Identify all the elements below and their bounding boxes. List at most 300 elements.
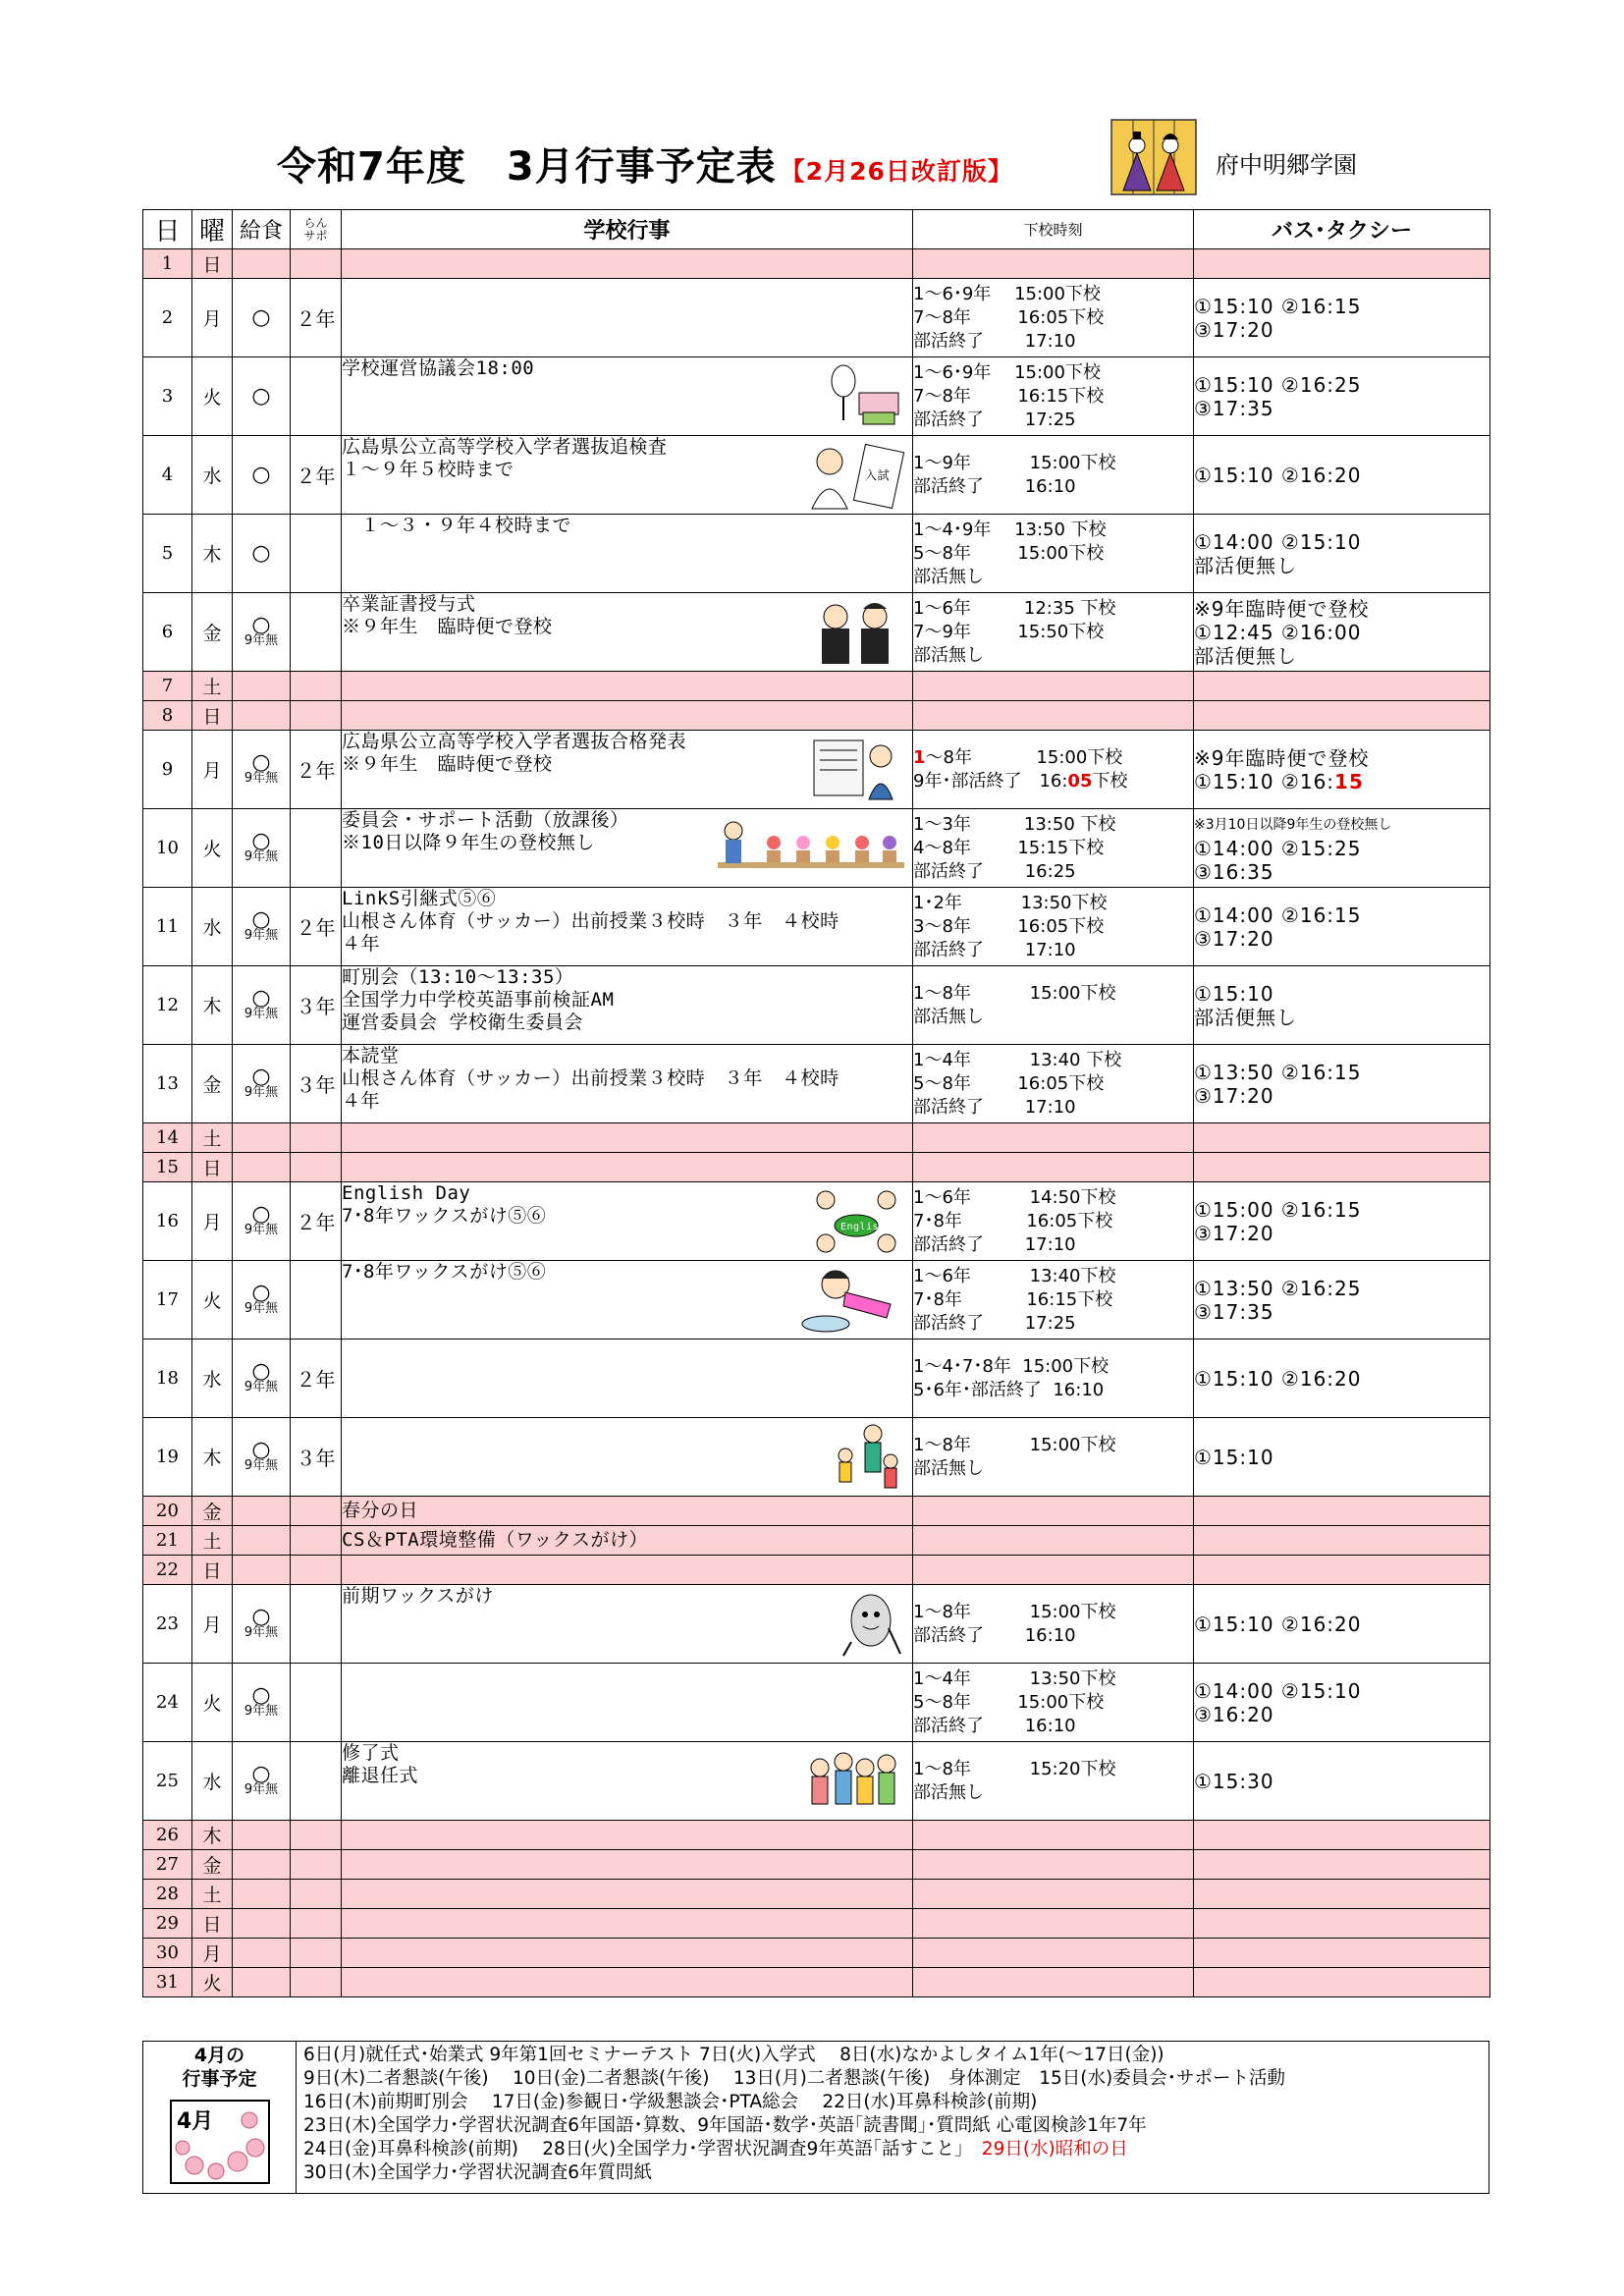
events-cell (342, 515, 913, 593)
events-cell (342, 701, 913, 731)
dismissal-cell (913, 436, 1194, 515)
col-ransapo: らん サポ (291, 210, 342, 249)
dismissal-line: 部活無し (913, 1006, 984, 1027)
bus-cell (1194, 1664, 1490, 1742)
ransapo-cell (291, 1153, 342, 1182)
lunch-cell (233, 1742, 291, 1821)
lunch-cell (233, 1045, 291, 1123)
lunch-note: 9年無 (244, 1625, 279, 1640)
events-cell (342, 593, 913, 672)
events-cell (342, 1123, 913, 1153)
dismissal-line: 部活終了 17:10 (913, 330, 1076, 352)
bus-line: ①14:00 ②15:10 (1194, 1678, 1362, 1703)
dismissal-line: 部活無し (913, 566, 984, 587)
dismissal-line: 部活終了 17:10 (913, 939, 1076, 960)
bus-cell (1194, 1742, 1490, 1821)
bus-line: ③16:20 (1194, 1702, 1274, 1726)
day-of-week: 土 (192, 672, 233, 701)
bus-line: ①14:00 ②15:25 (1194, 836, 1362, 860)
day-number: 3 (143, 357, 192, 436)
day-of-week: 金 (192, 1045, 233, 1123)
schedule-row (143, 701, 1490, 731)
day-number: 13 (143, 1045, 192, 1123)
lunch-cell (233, 1182, 291, 1261)
bus-line: ①15:30 (1194, 1769, 1274, 1793)
day-of-week: 火 (192, 1664, 233, 1742)
schedule-row (143, 1880, 1490, 1909)
schedule-row (143, 966, 1490, 1045)
ransapo-cell (291, 1880, 342, 1909)
april-line: 24日(金)耳鼻科検診(前期) 28日(火)全国学力･学習状況調査9年英語｢話すこと｣ 29日(水)昭和の日 (303, 2139, 1128, 2159)
school-name: 府中明郷学園 (1216, 151, 1357, 179)
events-cell (342, 1585, 913, 1664)
bus-line: ①15:10 ②16:20 (1194, 1612, 1362, 1636)
schedule-row (143, 249, 1490, 279)
april-events-list (303, 2044, 1485, 2185)
lunch-cell (233, 1939, 291, 1968)
bus-line: ③17:20 (1194, 1221, 1274, 1245)
bus-line: ③17:20 (1194, 926, 1274, 951)
dismissal-cell (913, 1585, 1194, 1664)
dismissal-line: 1～8年 15:00下校 (913, 1434, 1116, 1455)
day-of-week: 水 (192, 436, 233, 515)
dismissal-cell (913, 731, 1194, 809)
day-number: 27 (143, 1850, 192, 1880)
day-number: 15 (143, 1153, 192, 1182)
bus-cell (1194, 1526, 1490, 1556)
event-illustration (806, 597, 904, 672)
bus-cell (1194, 701, 1490, 731)
day-of-week: 月 (192, 731, 233, 809)
day-of-week: 水 (192, 888, 233, 966)
event-line: 山根さん体育（サッカー）出前授業３校時 ３年 ４校時 (342, 910, 839, 932)
col-lunch: 給食 (233, 210, 291, 249)
bus-cell (1194, 1821, 1490, 1850)
lunch-cell (233, 249, 291, 279)
lunch-note: 9年無 (244, 1782, 279, 1797)
dismissal-line: 1～6･9年 15:00下校 (913, 283, 1101, 304)
lunch-mark: ○ (251, 1202, 271, 1227)
bus-line: ①13:50 ②16:25 (1194, 1276, 1362, 1300)
bus-line: ③17:35 (1194, 1299, 1274, 1324)
dismissal-line: 部活終了 16:10 (913, 1715, 1076, 1736)
day-of-week: 木 (192, 1418, 233, 1497)
dismissal-cell (913, 357, 1194, 436)
day-number: 28 (143, 1880, 192, 1909)
bus-cell (1194, 1968, 1490, 1997)
bus-line: ③17:20 (1194, 1083, 1274, 1108)
bus-cell (1194, 279, 1490, 357)
april-line: 6日(月)就任式･始業式 9年第1回セミナーテスト 7日(火)入学式 8日(水)なかよしタイム1年(～17日(金)) (303, 2045, 1164, 2065)
dismissal-cell (913, 1418, 1194, 1497)
events-cell (342, 1045, 913, 1123)
events-cell (342, 1880, 913, 1909)
bus-line: ①14:00 ②16:15 (1194, 902, 1362, 927)
schedule-row (143, 1742, 1490, 1821)
bus-cell (1194, 1909, 1490, 1939)
events-cell (342, 436, 913, 515)
day-number: 25 (143, 1742, 192, 1821)
day-of-week: 日 (192, 249, 233, 279)
dismissal-line: 1～9年 15:00下校 (913, 452, 1116, 473)
day-number: 12 (143, 966, 192, 1045)
bus-cell (1194, 1850, 1490, 1880)
schedule-row (143, 1850, 1490, 1880)
lunch-cell (233, 436, 291, 515)
bus-line: ①15:10 (1194, 1445, 1274, 1469)
ransapo-cell: ３年 (291, 1045, 342, 1123)
dismissal-line: 4～8年 15:15下校 (913, 837, 1105, 858)
schedule-row (143, 357, 1490, 436)
dismissal-cell (913, 1821, 1194, 1850)
dismissal-line: 1･2年 13:50下校 (913, 892, 1108, 913)
events-cell (342, 1339, 913, 1418)
day-of-week: 月 (192, 1182, 233, 1261)
events-cell (342, 1968, 913, 1997)
lunch-mark: ○ (251, 384, 271, 409)
dismissal-cell (913, 1968, 1194, 1997)
day-number: 11 (143, 888, 192, 966)
ransapo-cell (291, 1850, 342, 1880)
dismissal-cell (913, 249, 1194, 279)
bus-line: ①13:50 ②16:15 (1194, 1060, 1362, 1084)
schedule-row (143, 1664, 1490, 1742)
page-title: 令和7年度 3月行事予定表 【2月26日改訂版】 (277, 144, 1013, 190)
col-day: 日 (143, 210, 192, 249)
events-cell (342, 1153, 913, 1182)
lunch-cell (233, 1585, 291, 1664)
dismissal-line: 1～4年 13:50下校 (913, 1667, 1116, 1689)
bus-cell (1194, 1585, 1490, 1664)
bus-line: ①15:00 ②16:15 (1194, 1197, 1362, 1222)
day-of-week: 金 (192, 593, 233, 672)
bus-cell (1194, 1123, 1490, 1153)
event-line: 委員会・サポート活動（放課後） (342, 809, 629, 831)
schedule-row (143, 1497, 1490, 1526)
event-line: 運営委員会 学校衛生委員会 (342, 1011, 583, 1033)
events-cell (342, 1909, 913, 1939)
dismissal-line: 7～8年 16:05下校 (913, 306, 1105, 328)
event-line: ※９年生 臨時便で登校 (342, 753, 553, 775)
day-number: 23 (143, 1585, 192, 1664)
lunch-cell (233, 1526, 291, 1556)
dismissal-cell (913, 1742, 1194, 1821)
event-illustration (800, 440, 904, 515)
event-line: 離退任式 (342, 1765, 419, 1786)
lunch-mark: ○ (251, 1605, 271, 1629)
bus-line: 部活便無し (1194, 553, 1297, 577)
schedule-row (143, 1261, 1490, 1339)
lunch-note: 9年無 (244, 928, 279, 943)
dismissal-cell (913, 1497, 1194, 1526)
dismissal-line: 1～6年 12:35 下校 (913, 597, 1116, 619)
april-badge: 4月 (177, 2109, 214, 2134)
lunch-cell (233, 1821, 291, 1850)
dismissal-cell (913, 809, 1194, 888)
ransapo-cell: ２年 (291, 436, 342, 515)
bus-cell (1194, 1497, 1490, 1526)
ransapo-cell (291, 249, 342, 279)
day-number: 19 (143, 1418, 192, 1497)
bus-cell (1194, 593, 1490, 672)
ransapo-cell (291, 1261, 342, 1339)
lunch-mark: ○ (251, 1683, 271, 1708)
lunch-mark: ○ (251, 1438, 271, 1462)
dismissal-line: 部活終了 16:10 (913, 475, 1076, 497)
day-of-week: 日 (192, 701, 233, 731)
event-line: CS＆PTA環境整備（ワックスがけ） (342, 1529, 649, 1551)
dismissal-cell (913, 1123, 1194, 1153)
bus-line: 部活便無し (1194, 643, 1297, 668)
schedule-row (143, 731, 1490, 809)
event-illustration (824, 361, 904, 436)
dismissal-line: 5･6年･部活終了 16:10 (913, 1379, 1105, 1400)
events-cell (342, 1664, 913, 1742)
ransapo-cell (291, 1939, 342, 1968)
event-line: ※10日以降９年生の登校無し (342, 832, 595, 853)
day-number: 8 (143, 701, 192, 731)
lunch-cell (233, 1968, 291, 1997)
bus-cell (1194, 1182, 1490, 1261)
lunch-cell (233, 279, 291, 357)
bus-cell (1194, 515, 1490, 593)
ransapo-cell: ２年 (291, 1182, 342, 1261)
bus-cell (1194, 1045, 1490, 1123)
april-line: 16日(木)前期町別会 17日(金)参観日･学級懇談会･PTA総会 22日(水)耳鼻科検診(前期) (303, 2092, 1038, 2112)
revision-note: 【2月26日改訂版】 (780, 157, 1013, 186)
lunch-note: 9年無 (244, 1223, 279, 1237)
day-number: 24 (143, 1664, 192, 1742)
day-number: 2 (143, 279, 192, 357)
lunch-mark: ○ (251, 750, 271, 775)
dismissal-cell (913, 672, 1194, 701)
dismissal-line: 部活終了 16:10 (913, 1624, 1076, 1646)
events-cell (342, 249, 913, 279)
cherry-blossom-illustration (165, 2097, 275, 2189)
bus-cell (1194, 888, 1490, 966)
day-of-week: 土 (192, 1880, 233, 1909)
schedule-row (143, 1182, 1490, 1261)
dismissal-line: 1～4年 13:40 下校 (913, 1049, 1122, 1070)
dismissal-cell (913, 515, 1194, 593)
events-cell (342, 357, 913, 436)
page-header (0, 0, 1624, 206)
dismissal-line: 部活終了 17:10 (913, 1233, 1076, 1255)
lunch-cell (233, 1850, 291, 1880)
event-line: 学校運営協議会18:00 (342, 357, 535, 379)
dismissal-line: 7～8年 16:15下校 (913, 385, 1105, 407)
event-line: ４年 (342, 933, 381, 955)
lunch-note: 9年無 (244, 1380, 279, 1394)
schedule-row (143, 888, 1490, 966)
event-line: 春分の日 (342, 1500, 419, 1521)
april-line: 23日(木)全国学力･学習状況調査6年国語･算数、9年国語･数学･英語｢読書聞｣･質問紙 心電図検診1年7年 (303, 2115, 1147, 2136)
day-number: 17 (143, 1261, 192, 1339)
dismissal-cell (913, 1850, 1194, 1880)
events-cell (342, 672, 913, 701)
svg-text:入試: 入試 (865, 468, 891, 482)
day-of-week: 木 (192, 515, 233, 593)
lunch-note: 9年無 (244, 771, 279, 786)
lunch-cell (233, 1909, 291, 1939)
event-line: 広島県公立高等学校入学者選抜合格発表 (342, 731, 687, 752)
ransapo-cell (291, 1585, 342, 1664)
event-line: 山根さん体育（サッカー）出前授業３校時 ３年 ４校時 (342, 1067, 839, 1089)
day-of-week: 月 (192, 279, 233, 357)
lunch-cell (233, 672, 291, 701)
schedule-row (143, 1153, 1490, 1182)
event-line: ４年 (342, 1090, 381, 1112)
day-of-week: 日 (192, 1153, 233, 1182)
lunch-cell (233, 1339, 291, 1418)
ransapo-cell: ３年 (291, 966, 342, 1045)
dismissal-line: 1～6年 13:40下校 (913, 1265, 1116, 1286)
events-cell (342, 1418, 913, 1497)
events-cell (342, 279, 913, 357)
day-number: 1 (143, 249, 192, 279)
dismissal-line: 部活終了 17:25 (913, 1312, 1076, 1334)
bus-line: ③17:35 (1194, 396, 1274, 420)
event-line: 前期ワックスがけ (342, 1585, 494, 1607)
ransapo-cell (291, 1968, 342, 1997)
events-cell (342, 1821, 913, 1850)
dismissal-cell (913, 279, 1194, 357)
day-of-week: 日 (192, 1909, 233, 1939)
day-of-week: 水 (192, 1339, 233, 1418)
bus-cell (1194, 1556, 1490, 1585)
hina-doll-illustration (1110, 116, 1198, 196)
bus-line: ①14:00 ②15:10 (1194, 529, 1362, 554)
dismissal-line: 1～8年 15:00下校 (913, 746, 1123, 768)
dismissal-cell (913, 1182, 1194, 1261)
events-cell (342, 731, 913, 809)
dismissal-line: 部活終了 17:10 (913, 1096, 1076, 1118)
day-number: 29 (143, 1909, 192, 1939)
table-header-row (143, 210, 1490, 249)
events-cell (342, 1939, 913, 1968)
ransapo-cell: ２年 (291, 731, 342, 809)
lunch-mark: ○ (251, 829, 271, 853)
event-line: 7･8年ワックスがけ⑤⑥ (342, 1261, 547, 1283)
schedule-row (143, 1821, 1490, 1850)
lunch-mark: ○ (251, 1281, 271, 1305)
dismissal-line: 部活終了 17:25 (913, 409, 1076, 430)
bus-cell (1194, 1153, 1490, 1182)
lunch-cell (233, 809, 291, 888)
bus-cell (1194, 966, 1490, 1045)
day-of-week: 土 (192, 1526, 233, 1556)
lunch-mark: ○ (251, 463, 271, 487)
dismissal-line: 1～6年 14:50下校 (913, 1186, 1116, 1208)
day-number: 30 (143, 1939, 192, 1968)
showa-day-note: 29日(水)昭和の日 (981, 2139, 1128, 2159)
schedule-row (143, 593, 1490, 672)
day-of-week: 木 (192, 966, 233, 1045)
bus-cell (1194, 1418, 1490, 1497)
ransapo-cell (291, 672, 342, 701)
day-number: 18 (143, 1339, 192, 1418)
schedule-row (143, 515, 1490, 593)
lunch-note: 9年無 (244, 1704, 279, 1719)
lunch-cell (233, 1123, 291, 1153)
event-illustration (808, 1186, 904, 1261)
schedule-row (143, 1418, 1490, 1497)
ransapo-cell (291, 1497, 342, 1526)
day-number: 10 (143, 809, 192, 888)
dismissal-cell (913, 888, 1194, 966)
ransapo-cell (291, 1821, 342, 1850)
day-of-week: 火 (192, 357, 233, 436)
april-line: 30日(木)全国学力･学習状況調査6年質問紙 (303, 2162, 652, 2183)
schedule-row (143, 1909, 1490, 1939)
dismissal-line: 1～8年 15:00下校 (913, 982, 1116, 1004)
bus-line: ①15:10 ②16:20 (1194, 1366, 1362, 1391)
ransapo-cell (291, 515, 342, 593)
dismissal-line: 7･8年 16:15下校 (913, 1288, 1113, 1310)
bus-cell (1194, 357, 1490, 436)
day-of-week: 火 (192, 809, 233, 888)
bus-line: ①15:10 (1194, 981, 1274, 1006)
bus-cell (1194, 1261, 1490, 1339)
bus-line: ①15:10 ②16:15 (1194, 294, 1362, 318)
april-title-cell (143, 2042, 297, 2193)
april-line: 9日(木)二者懇談(午後) 10日(金)二者懇談(午後) 13日(月)二者懇談(午後) 身体測定 15日(水)委員会･サポート活動 (303, 2068, 1285, 2089)
lunch-cell (233, 1664, 291, 1742)
day-of-week: 木 (192, 1821, 233, 1850)
bus-cell (1194, 672, 1490, 701)
april-preview-box (142, 2041, 1489, 2194)
schedule-row (143, 1526, 1490, 1556)
events-cell (342, 1742, 913, 1821)
events-cell (342, 966, 913, 1045)
event-illustration (822, 1422, 904, 1497)
event-line: １～３・９年４校時まで (342, 515, 572, 536)
ransapo-cell (291, 593, 342, 672)
event-line: 町別会（13:10～13:35） (342, 966, 574, 988)
lunch-mark: ○ (251, 1762, 271, 1786)
lunch-cell (233, 1418, 291, 1497)
schedule-row (143, 436, 1490, 515)
col-events: 学校行事 (342, 210, 913, 249)
bus-line: ①15:10 ②16:25 (1194, 372, 1362, 397)
dismissal-line: 7･8年 16:05下校 (913, 1210, 1113, 1231)
lunch-cell (233, 1556, 291, 1585)
day-number: 14 (143, 1123, 192, 1153)
bus-cell (1194, 436, 1490, 515)
events-cell (342, 1261, 913, 1339)
ransapo-cell (291, 1526, 342, 1556)
lunch-mark: ○ (251, 1359, 271, 1384)
bus-line: ①15:10 ②16:20 (1194, 463, 1362, 487)
lunch-cell (233, 701, 291, 731)
day-of-week: 土 (192, 1123, 233, 1153)
dismissal-cell (913, 1261, 1194, 1339)
day-number: 31 (143, 1968, 192, 1997)
day-of-week: 日 (192, 1556, 233, 1585)
schedule-row (143, 1939, 1490, 1968)
dismissal-cell (913, 1909, 1194, 1939)
bus-line: 部活便無し (1194, 1005, 1297, 1029)
ransapo-cell (291, 1742, 342, 1821)
lunch-cell (233, 357, 291, 436)
day-of-week: 水 (192, 1742, 233, 1821)
day-number: 7 (143, 672, 192, 701)
svg-text:English: English (840, 1222, 886, 1232)
schedule-row (143, 279, 1490, 357)
lunch-note: 9年無 (244, 1458, 279, 1473)
bus-cell (1194, 1339, 1490, 1418)
event-line: ※９年生 臨時便で登校 (342, 616, 553, 637)
